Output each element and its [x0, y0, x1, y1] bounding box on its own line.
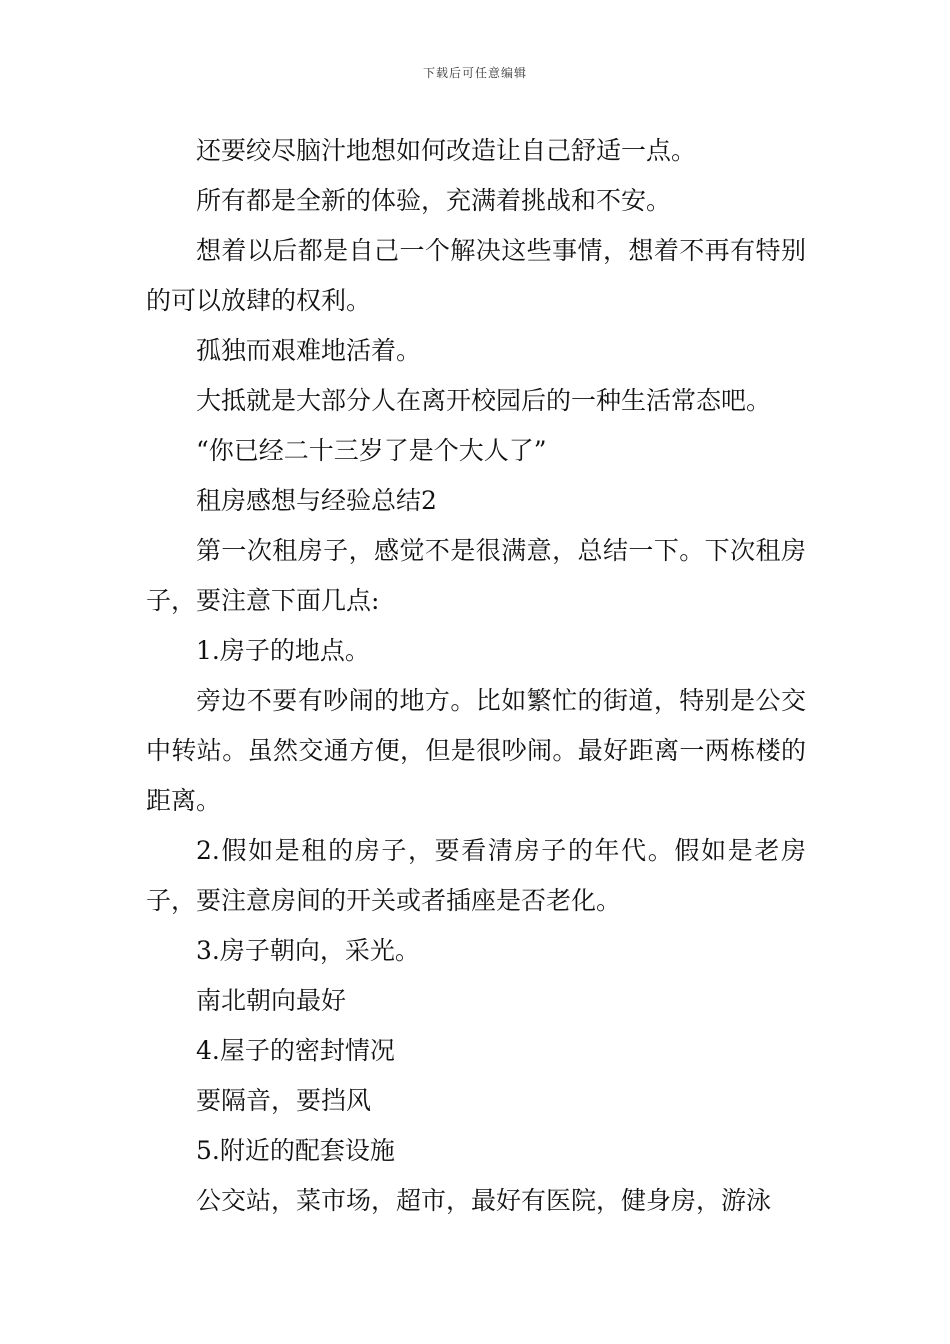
paragraph: 大抵就是大部分人在离开校园后的一种生活常态吧。 — [196, 386, 772, 415]
list-item-heading: 2.假如是租的房子，要看清房子的年代。假如是老房子，要注意房间的开关或者插座是否老化。 — [146, 836, 806, 915]
section-heading: 租房感想与经验总结2 — [196, 486, 437, 515]
list-item-heading: 5.附近的配套设施 — [196, 1136, 395, 1165]
paragraph: 要隔音，要挡风 — [196, 1086, 372, 1115]
document-body — [146, 126, 806, 1226]
paragraph: “你已经二十三岁了是个大人了” — [196, 436, 547, 465]
list-item-heading: 4.屋子的密封情况 — [196, 1036, 395, 1065]
paragraph: 孤独而艰难地活着。 — [196, 336, 422, 365]
paragraph: 公交站，菜市场，超市，最好有医院，健身房，游泳 — [196, 1186, 772, 1215]
paragraph: 想着以后都是自己一个解决这些事情，想着不再有特别的可以放肆的权利。 — [146, 236, 806, 315]
page-header: 下载后可任意编辑 — [422, 66, 527, 80]
paragraph: 旁边不要有吵闹的地方。比如繁忙的街道，特别是公交中转站。虽然交通方便，但是很吵闹。最好距离一两栋楼的距离。 — [146, 686, 806, 815]
list-item-heading: 1.房子的地点。 — [196, 636, 370, 665]
paragraph: 第一次租房子，感觉不是很满意，总结一下。下次租房子，要注意下面几点: — [146, 536, 806, 615]
paragraph: 所有都是全新的体验，充满着挑战和不安。 — [196, 186, 672, 215]
list-item-heading: 3.房子朝向，采光。 — [196, 936, 420, 965]
paragraph: 南北朝向最好 — [196, 986, 347, 1015]
paragraph: 还要绞尽脑汁地想如何改造让自己舒适一点。 — [196, 136, 697, 165]
